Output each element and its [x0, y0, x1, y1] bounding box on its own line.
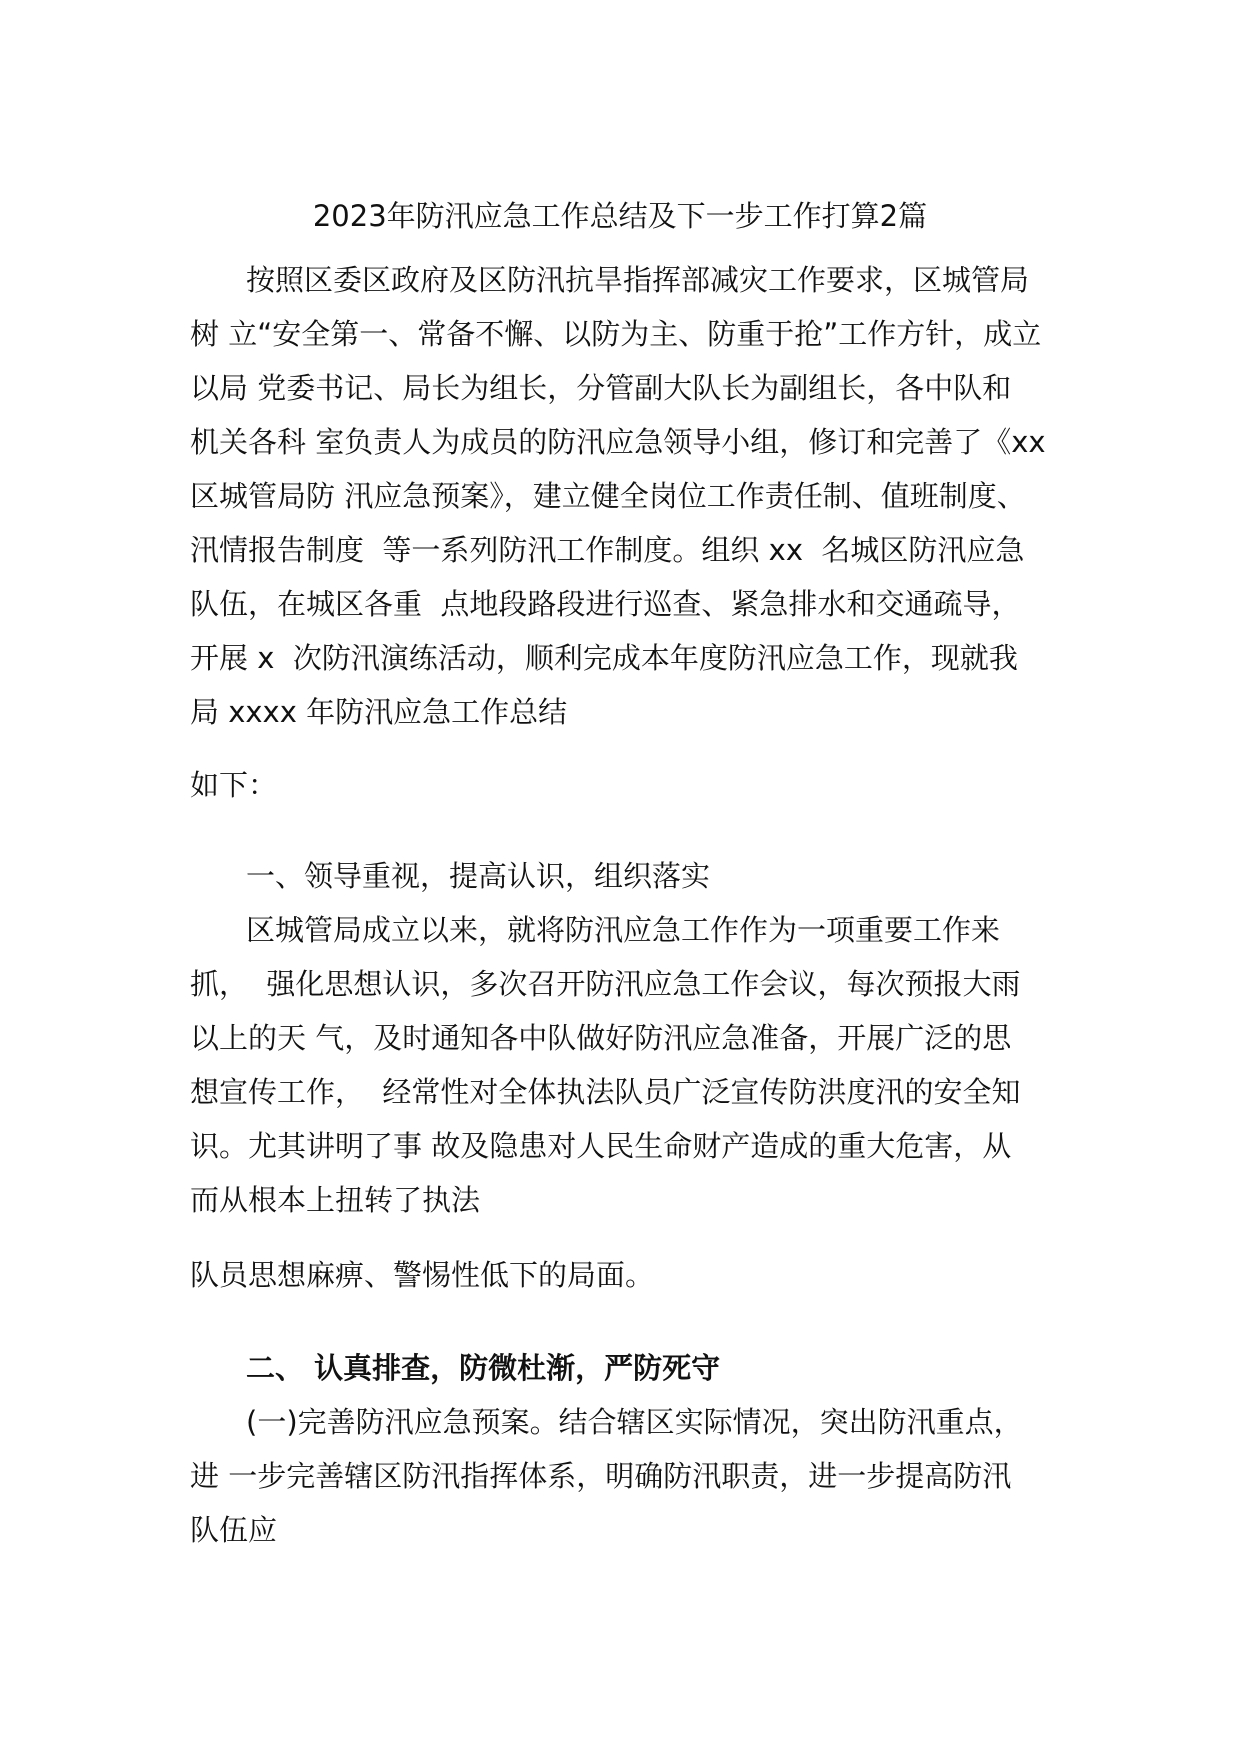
section-1-line-1: 区城管局成立以来，就将防汛应急工作作为一项重要工作来	[246, 913, 1001, 947]
intro-line-6: 汛情报告制度 等一系列防汛工作制度。组织 xx 名城区防汛应急	[190, 533, 1025, 567]
intro-line-8: 开展 x 次防汛演练活动，顺利完成本年度防汛应急工作，现就我	[190, 641, 1018, 675]
section-1-line-3: 以上的天 气，及时通知各中队做好防汛应急准备，开展广泛的思	[190, 1021, 1012, 1055]
section-1-tail: 队员思想麻痹、警惕性低下的局面。	[190, 1258, 655, 1292]
section-1-heading: 一、领导重视，提高认识，组织落实	[246, 859, 711, 893]
intro-line-2: 树 立“安全第一、常备不懈、以防为主、防重于抢”工作方针，成立	[190, 317, 1042, 351]
intro-line-1: 按照区委区政府及区防汛抗旱指挥部减灾工作要求，区城管局	[246, 263, 1030, 297]
document-title: 2023年防汛应急工作总结及下一步工作打算2篇	[312, 199, 928, 233]
section-2-line-3: 队伍应	[190, 1513, 278, 1547]
section-2-line-2: 进 一步完善辖区防汛指挥体系，明确防汛职责，进一步提高防汛	[190, 1459, 1012, 1493]
intro-line-3: 以局 党委书记、局长为组长，分管副大队长为副组长，各中队和	[190, 371, 1012, 405]
section-1-line-2: 抓， 强化思想认识，多次召开防汛应急工作会议，每次预报大雨	[190, 967, 1021, 1001]
section-1-line-4: 想宣传工作， 经常性对全体执法队员广泛宣传防洪度汛的安全知	[190, 1075, 1021, 1109]
section-2-heading: 二、 认真排查，防微杜渐，严防死守	[246, 1351, 721, 1385]
section-1-line-6: 而从根本上扭转了执法	[190, 1183, 481, 1217]
intro-line-9: 局 xxxx 年防汛应急工作总结	[190, 695, 568, 729]
section-1-line-5: 识。尤其讲明了事 故及隐患对人民生命财产造成的重大危害，从	[190, 1129, 1012, 1163]
intro-line-4: 机关各科 室负责人为成员的防汛应急领导小组，修订和完善了《xx	[190, 425, 1046, 459]
intro-line-7: 队伍，在城区各重 点地段路段进行巡查、紧急排水和交通疏导，	[190, 587, 1021, 621]
section-2-line-1: (一)完善防汛应急预案。结合辖区实际情况，突出防汛重点，	[246, 1405, 1023, 1439]
intro-line-5: 区城管局防 汛应急预案》，建立健全岗位工作责任制、值班制度、	[190, 479, 1026, 513]
intro-tail: 如下：	[190, 768, 278, 802]
